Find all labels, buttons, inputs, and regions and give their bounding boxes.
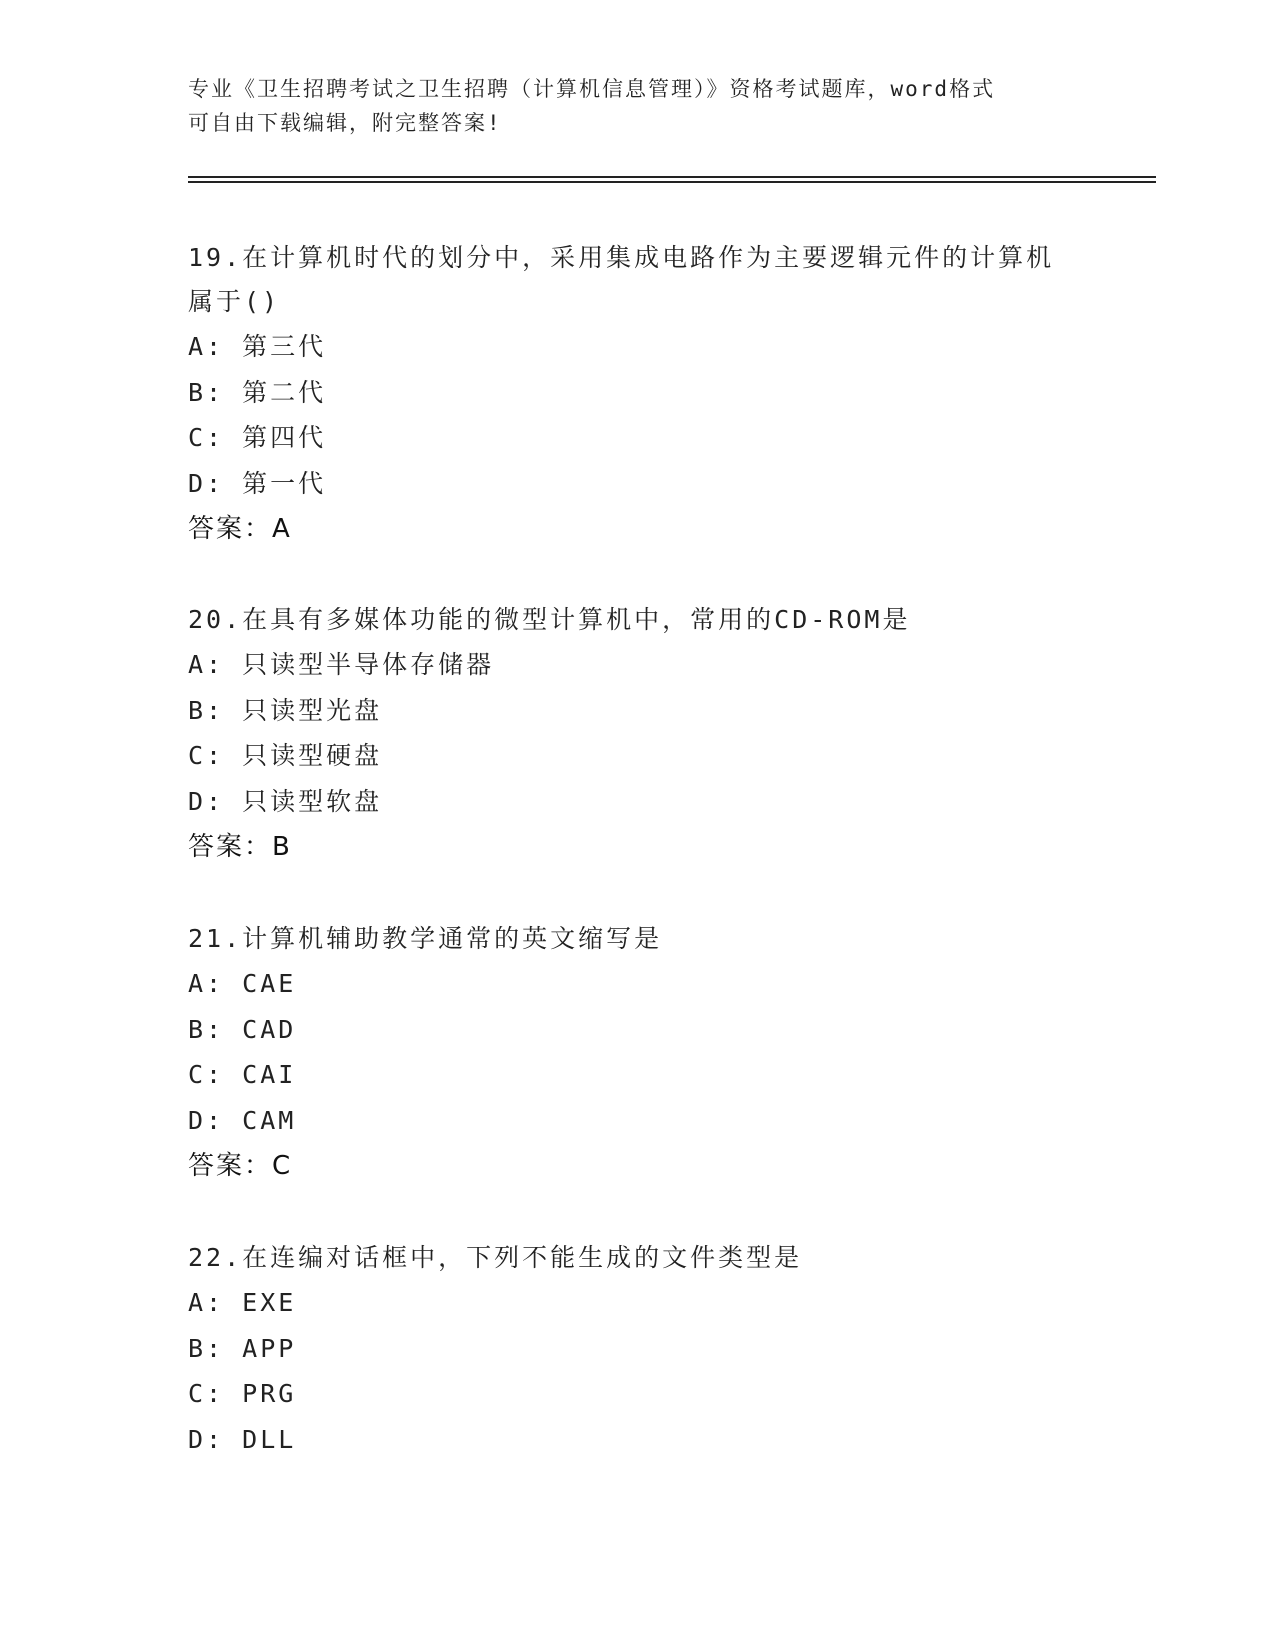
- header-line-1: 专业《卫生招聘考试之卫生招聘（计算机信息管理）》资格考试题库，word格式: [188, 77, 996, 101]
- option-b: B: 第二代: [188, 377, 327, 407]
- question-21: [188, 917, 1088, 1189]
- option-d: D: DLL: [188, 1424, 297, 1454]
- option-c: C: PRG: [188, 1379, 297, 1408]
- option-d: D: CAM: [188, 1105, 297, 1135]
- option-c: C: CAI: [188, 1060, 297, 1089]
- question-text-line-1: 21.计算机辅助教学通常的英文缩写是: [188, 924, 663, 953]
- option-b: B: APP: [188, 1333, 297, 1363]
- option-c: C: 只读型硬盘: [188, 741, 383, 770]
- option-c: C: 第四代: [188, 423, 327, 452]
- option-a: A: 只读型半导体存储器: [188, 650, 495, 679]
- question-20: [188, 598, 1088, 870]
- option-d: D: 第一代: [188, 468, 327, 498]
- question-19: [188, 236, 1088, 552]
- option-a: A: CAE: [188, 969, 297, 998]
- option-a: A: 第三代: [188, 332, 327, 361]
- question-text-line-2: 属于(): [188, 287, 281, 316]
- header-line-2: 可自由下载编辑，附完整答案!: [188, 111, 502, 135]
- question-text-line-1: 20.在具有多媒体功能的微型计算机中，常用的CD-ROM是: [188, 605, 911, 634]
- option-b: B: CAD: [188, 1014, 297, 1044]
- answer: 答案：C: [188, 1151, 293, 1181]
- answer: 答案：B: [188, 832, 292, 862]
- option-d: D: 只读型软盘: [188, 786, 383, 816]
- question-22: [188, 1236, 1088, 1462]
- question-text-line-1: 19.在计算机时代的划分中，采用集成电路作为主要逻辑元件的计算机: [188, 243, 1055, 272]
- header-divider-bottom: [188, 181, 1156, 183]
- option-b: B: 只读型光盘: [188, 695, 383, 725]
- answer: 答案：A: [188, 514, 292, 544]
- option-a: A: EXE: [188, 1288, 297, 1317]
- header-divider-top: [188, 176, 1156, 178]
- question-text-line-1: 22.在连编对话框中，下列不能生成的文件类型是: [188, 1243, 803, 1272]
- document-header: [188, 72, 1068, 140]
